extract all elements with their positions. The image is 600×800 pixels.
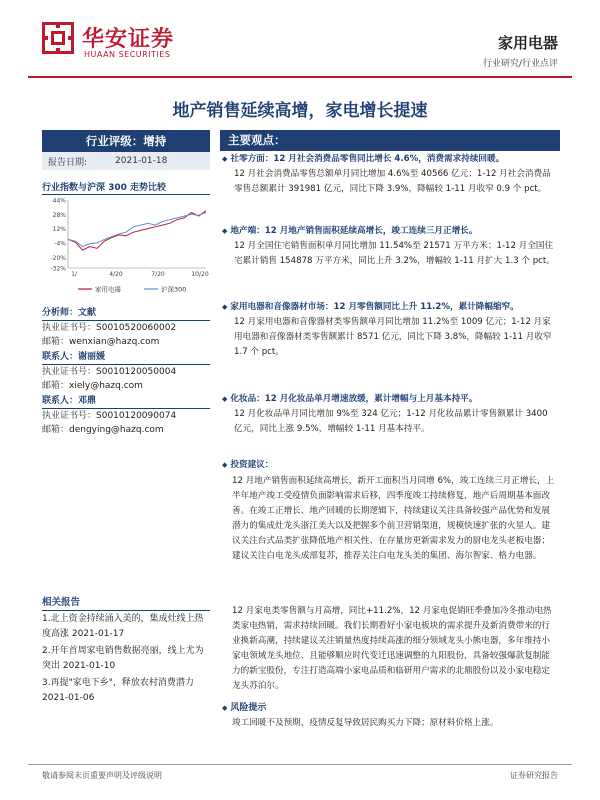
y-tick-label: 44% [52, 197, 66, 205]
point-heading: ◆ 地产端：12 月地产销售面积延续高增长，竣工连续三月正增长。 [222, 224, 558, 239]
industry-rating: 行业评级：增持 [42, 130, 210, 152]
point-cosmetics [222, 392, 558, 437]
analyst-name: 分析师：文献 [42, 306, 210, 321]
strategy-paragraph-1: 12 月地产销售面积延续高增长，新开工面积当月同增 6%，竣工连续三月正增长，上半年地产竣工受疫情负面影响需求后移，四季度竣工持续修复，地产后周期基本面改善。在竣工正增长、地产回暖的长期逻辑下，持续建议关注具备较强产品优势和发展潜力的集成灶龙头浙江美大以及把握多个前卫营销渠道，规模快速扩张的火星人。建议关注台式品类扩张降低地产相关性、在存量房更新需求发力的厨电龙头老板电器；建议关注白电龙头成部复苏，推荐关注白电龙头美的集团、海尔智家、格力电器。 [232, 476, 555, 561]
index-chart [42, 196, 210, 300]
contact-name: 联系人：邓鼎 [42, 394, 210, 409]
point-appliances [222, 300, 558, 360]
related-reports-title: 相关报告 [42, 594, 210, 611]
strategy-paragraph-2: 12 月家电类零售额与月高增，同比+11.2%，12 月家电促销旺季叠加冷冬推动电热类家电热销，需求持续回暖。我们长期看好小家电板块的需求提升及新消费带来的行业换新高潮，持续建议关注销量热度持续高涨的细分领域龙头小熊电器，多年维持小家电领域龙头地位、且能够顺应时代变迁迅速调整的九阳股份，具备较强爆款复制能力的新宝股份，专注打造高端小家电品质和临研用户需求的北鼎股份以及小家电稳定龙头苏泊尔。 [232, 606, 552, 691]
main-points-heading: 主要观点： [220, 130, 560, 150]
y-tick-label: -32% [50, 265, 66, 273]
cert-number: S0010520060002 [96, 323, 177, 333]
y-tick-label: -20% [50, 254, 66, 262]
point-body: 12 月家用电器和音像器材类零售额单月同比增加 11.2%至 1009 亿元；1-12 月家用电器和音像器材类零售额累计 8571 亿元，同比下降 3.8%，降幅较 1-11 月收窄 1.7 个 pct。 [234, 317, 552, 357]
strategy-heading-wrap [222, 458, 558, 473]
point-body: 12 月社会消费品零售总额单月同比增加 4.6%至 40566 亿元；1-12 月社会消费品零售总额累计 391981 亿元，同比下降 3.9%，降幅较 1-11 月收窄 0.9 个 pct。 [234, 169, 551, 194]
point-body: 12 月全国住宅销售面积单月同比增加 11.54%至 21571 万平方米；1-12 月全国住宅累计销售 154878 万平方米，同比上升 3.2%，增幅较 1-11 月扩大 1.3 个 pct。 [234, 241, 555, 266]
point-heading: ◆ 家用电器和音像器材市场：12 月零售额同比上升 11.2%，累计降幅缩窄。 [222, 300, 558, 315]
email-label: 邮箱： [42, 425, 70, 435]
report-date-value: 2021-01-18 [115, 156, 168, 166]
related-reports-list [42, 612, 210, 708]
footer-disclaimer: 敬请参阅末页重要声明及评级说明 [42, 771, 162, 780]
point-heading: ◆ 化妆品：12 月化妆品单月增速放缓，累计增幅与上月基本持平。 [222, 392, 558, 407]
legend-label: 家用电器 [95, 285, 121, 294]
report-type: 行业研究/行业点评 [482, 59, 558, 69]
analyst-block-3 [42, 394, 210, 437]
risk-text: 竣工回暖不及预期，疫情反复导致居民购买力下降；原材料价格上涨。 [232, 718, 499, 728]
footer-label: 证券研究报告 [510, 771, 558, 780]
x-tick-label: 1/ [71, 271, 77, 278]
logo-text: 华安证券 [82, 26, 175, 52]
legend-label: 沪深300 [161, 285, 187, 294]
risk-heading: ◆ 风险提示 [222, 700, 266, 713]
strategy-heading: ◆ 投资建议： [222, 458, 558, 473]
cert-label: 执业证书号： [42, 367, 97, 377]
point-realestate [222, 224, 558, 269]
email-address[interactable]: wenxian@hazq.com [69, 337, 160, 347]
report-date-label: 报告日期: [48, 157, 88, 168]
analyst-block-2 [42, 350, 210, 393]
x-tick-label: 7/20 [151, 271, 165, 278]
main-points-divider [220, 150, 560, 151]
related-report-link[interactable]: 2.开年首周家电销售数据亮丽，线上尤为突出 2021-01-10 [42, 646, 204, 671]
related-report-link[interactable]: 1.北上资金持续涌入美的，集成灶线上热度高涨 2021-01-17 [42, 614, 204, 639]
cert-number: S0010120090074 [96, 411, 177, 421]
related-report-link[interactable]: 3.再提"家电下乡"，释放农村消费潜力 2021-01-06 [42, 678, 194, 703]
logo-subtitle: HUAAN SECURITIES [84, 50, 171, 59]
analyst-block-1 [42, 306, 210, 349]
contact-name: 联系人：谢丽媛 [42, 350, 210, 365]
email-label: 邮箱： [42, 337, 70, 347]
chart-divider [42, 194, 210, 195]
logo-icon [42, 22, 74, 54]
x-tick-label: 4/20 [109, 271, 123, 278]
y-tick-label: -4% [54, 240, 66, 248]
footer-divider [28, 764, 572, 765]
email-address[interactable]: xiely@hazq.com [69, 381, 143, 391]
cert-label: 执业证书号： [42, 411, 97, 421]
industry-category: 家用电器 [497, 34, 558, 52]
report-date [42, 152, 210, 170]
point-heading: ◆ 社零方面：12 月社会消费品零售同比增长 4.6%，消费需求持续回暖。 [222, 152, 558, 167]
page-title: 地产销售延续高增，家电增长提速 [172, 101, 428, 121]
y-tick-label: 12% [52, 226, 66, 234]
x-tick-label: 10/20 [191, 271, 209, 278]
cert-number: S0010120050004 [96, 367, 177, 377]
cert-label: 执业证书号： [42, 323, 97, 333]
point-retail [222, 152, 558, 197]
point-body: 12 月化妆品单月同比增加 9%至 324 亿元；1-12 月化妆品累计零售额累计 3400 亿元，同比上涨 9.5%，增幅较 1-11 月基本持平。 [234, 409, 548, 434]
email-address[interactable]: dengying@hazq.com [69, 425, 164, 435]
email-label: 邮箱： [42, 381, 70, 391]
header-divider [28, 76, 572, 78]
chart-title: 行业指数与沪深 300 走势比较 [42, 183, 167, 193]
y-tick-label: 28% [52, 211, 66, 219]
